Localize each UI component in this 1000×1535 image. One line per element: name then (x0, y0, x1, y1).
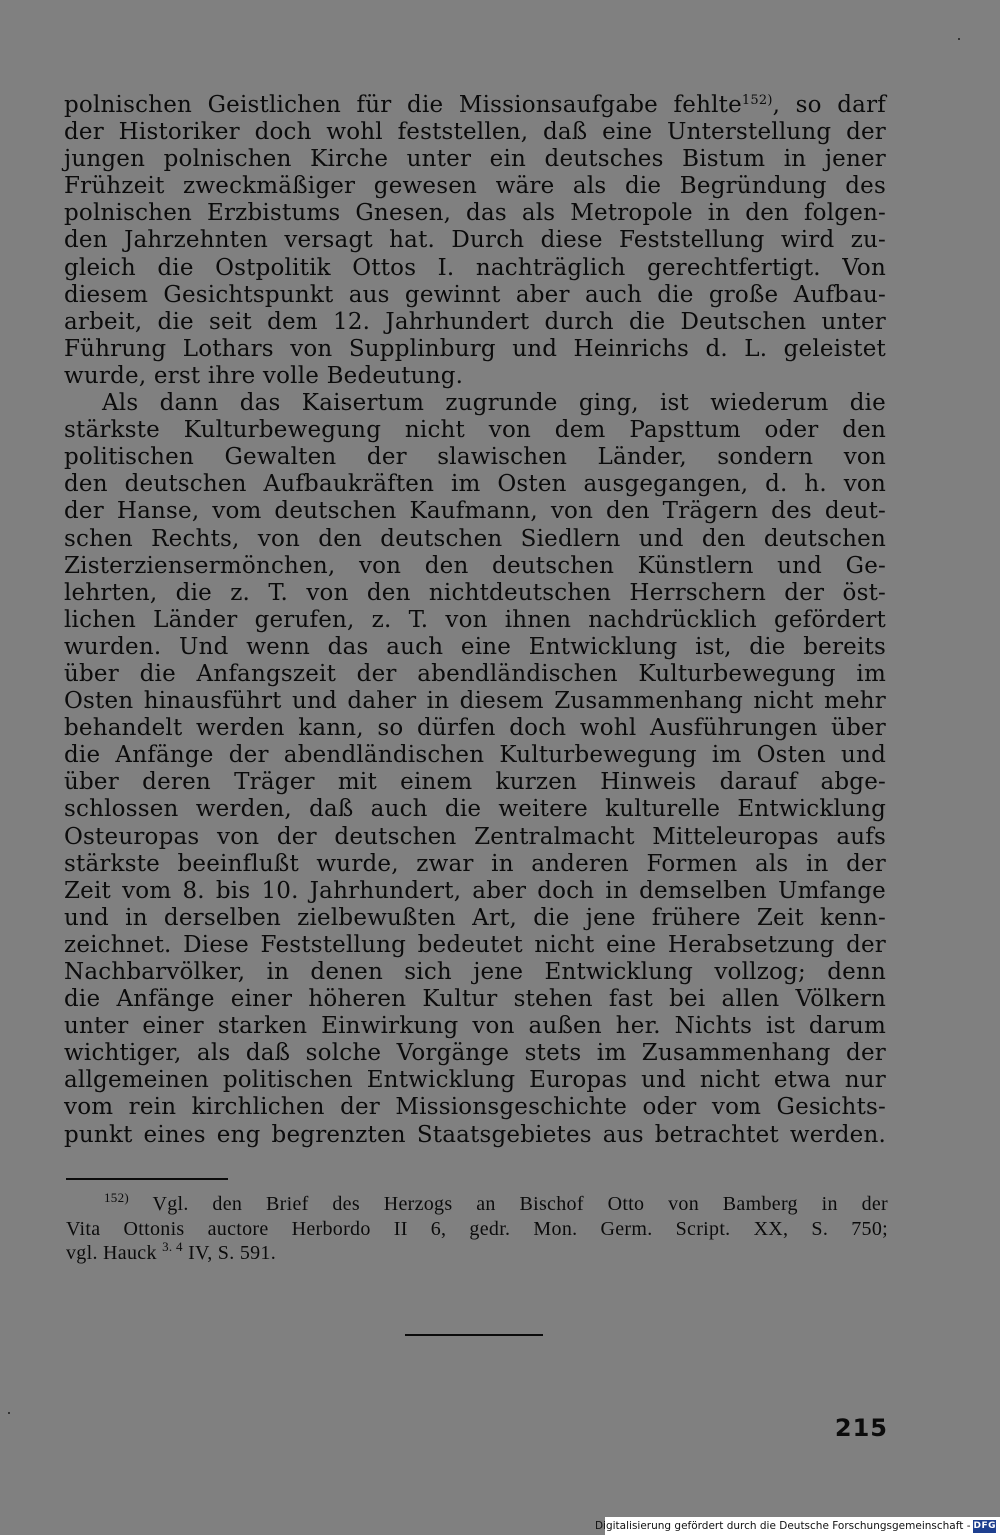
text-line: jungen polnischen Kirche unter ein deutsches Bistum in jener (64, 146, 886, 173)
text-line: arbeit, die seit dem 12. Jahrhundert durch die Deutschen unter (64, 308, 886, 335)
text-line: gleich die Ostpolitik Ottos I. nachträglich gerechtfertigt. Von (64, 254, 886, 281)
footnote-152 (66, 1192, 888, 1266)
text-line: Frühzeit zweckmäßiger gewesen wäre als die Begründung des (64, 173, 886, 200)
text-line: Als dann das Kaisertum zugrunde ging, ist wiederum die (102, 390, 886, 417)
text-line: unter einer starken Einwirkung von außen her. Nichts ist darum (64, 1013, 886, 1040)
text-line: Nachbarvölker, in denen sich jene Entwicklung vollzog; denn (64, 959, 886, 985)
text-line: Osten hinausführt und daher in diesem Zusammenhang nicht mehr (64, 688, 886, 715)
text-line: zeichnet. Diese Feststellung bedeutet nicht eine Herabsetzung der (64, 931, 886, 958)
text-line: der Hanse, vom deutschen Kaufmann, von den Trägern des deut- (64, 498, 886, 525)
footnote-line: vgl. Hauck $^{3. 4}$ IV, S. 591. (66, 1239, 277, 1264)
text-line: diesem Gesichtspunkt aus gewinnt aber auch die große Aufbau- (64, 281, 886, 308)
text-line: lichen Länder gerufen, z. T. von ihnen nachdrücklich gefördert (64, 606, 886, 633)
edition-superscript: 3. 4 (162, 1239, 183, 1254)
dfg-logo-icon: DFG (973, 1521, 996, 1531)
text-line: stärkste beeinflußt wurde, zwar in anderen Formen als in der (64, 850, 886, 877)
text-line: wichtiger, als daß solche Vorgänge stets im Zusammenhang der (64, 1040, 886, 1067)
text-line: Führung Lothars von Supplinburg und Heinrichs d. L. geleistet (64, 335, 886, 362)
credit-text: Digitalisierung gefördert durch die Deutsche Forschungsgemeinschaft - (594, 1520, 971, 1532)
footnote-reference: 152) (741, 93, 773, 108)
text-line: die Anfänge der abendländischen Kulturbewegung im Osten und (64, 742, 886, 769)
text-line: schlossen werden, daß auch die weitere kulturelle Entwicklung (64, 796, 886, 823)
text-line: polnischen Geistlichen für die Missionsaufgabe fehlte$^{152)}$, so darf (64, 92, 887, 118)
paragraph-2 (64, 390, 886, 1149)
text-line: wurde, erst ihre volle Bedeutung. (64, 362, 464, 389)
paragraph-1 (64, 92, 886, 390)
text-line: polnischen Erzbistums Gnesen, das als Metropole in den folgen- (64, 200, 886, 227)
text-line: die Anfänge einer höheren Kultur stehen fast bei allen Völkern (64, 986, 886, 1013)
text-line: allgemeinen politischen Entwicklung Europas und nicht etwa nur (64, 1067, 886, 1094)
footnote-line: $^{152)}$ Vgl. den Brief des Herzogs an Bischof Otto von Bamberg in der (104, 1190, 888, 1215)
main-text (64, 92, 886, 1149)
text-line: Osteuropas von der deutschen Zentralmacht Mitteleuropas aufs (64, 823, 886, 850)
scan-speck (8, 1412, 10, 1414)
text-line: über die Anfangszeit der abendländischen Kulturbewegung im (64, 660, 886, 687)
text-line: über deren Träger mit einem kurzen Hinweis darauf abge- (64, 769, 886, 796)
text-line: Zisterziensermönchen, von den deutschen Künstlern und Ge- (64, 552, 886, 579)
text-line: stärkste Kulturbewegung nicht von dem Papsttum oder den (64, 417, 886, 444)
text-line: vom rein kirchlichen der Missionsgeschichte oder vom Gesichts- (64, 1094, 886, 1121)
page-number: 215 (834, 1414, 888, 1442)
text-line: den Jahrzehnten versagt hat. Durch diese Feststellung wird zu- (64, 227, 886, 254)
text-line: der Historiker doch wohl feststellen, daß eine Unterstellung der (64, 119, 886, 146)
text-line: Zeit vom 8. bis 10. Jahrhundert, aber doch in demselben Umfange (64, 877, 886, 904)
footnote-line: Vita Ottonis auctore Herbordo II 6, gedr. Mon. Germ. Script. XX, S. 750; (66, 1217, 888, 1240)
footnote-marker: 152) (104, 1190, 130, 1205)
text-line: und in derselben zielbewußten Art, die jene frühere Zeit kenn- (64, 904, 886, 931)
text-line: den deutschen Aufbaukräften im Osten ausgegangen, d. h. von (64, 471, 886, 498)
text-line: punkt eines eng begrenzten Staatsgebietes aus betrachtet werden. (64, 1121, 886, 1148)
text-line: politischen Gewalten der slawischen Länder, sondern von (64, 444, 886, 471)
text-line: behandelt werden kann, so dürfen doch wohl Ausführungen über (64, 715, 886, 742)
text-line: wurden. Und wenn das auch eine Entwicklung ist, die bereits (64, 633, 886, 660)
end-of-section-rule (405, 1334, 543, 1336)
text-line: lehrten, die z. T. von den nichtdeutschen Herrschern der öst- (64, 579, 886, 606)
digitization-credit-bar (594, 1517, 1000, 1535)
text-line: schen Rechts, von den deutschen Siedlern und den deutschen (64, 525, 886, 552)
scan-speck (958, 38, 960, 40)
footnote-separator (66, 1178, 228, 1180)
